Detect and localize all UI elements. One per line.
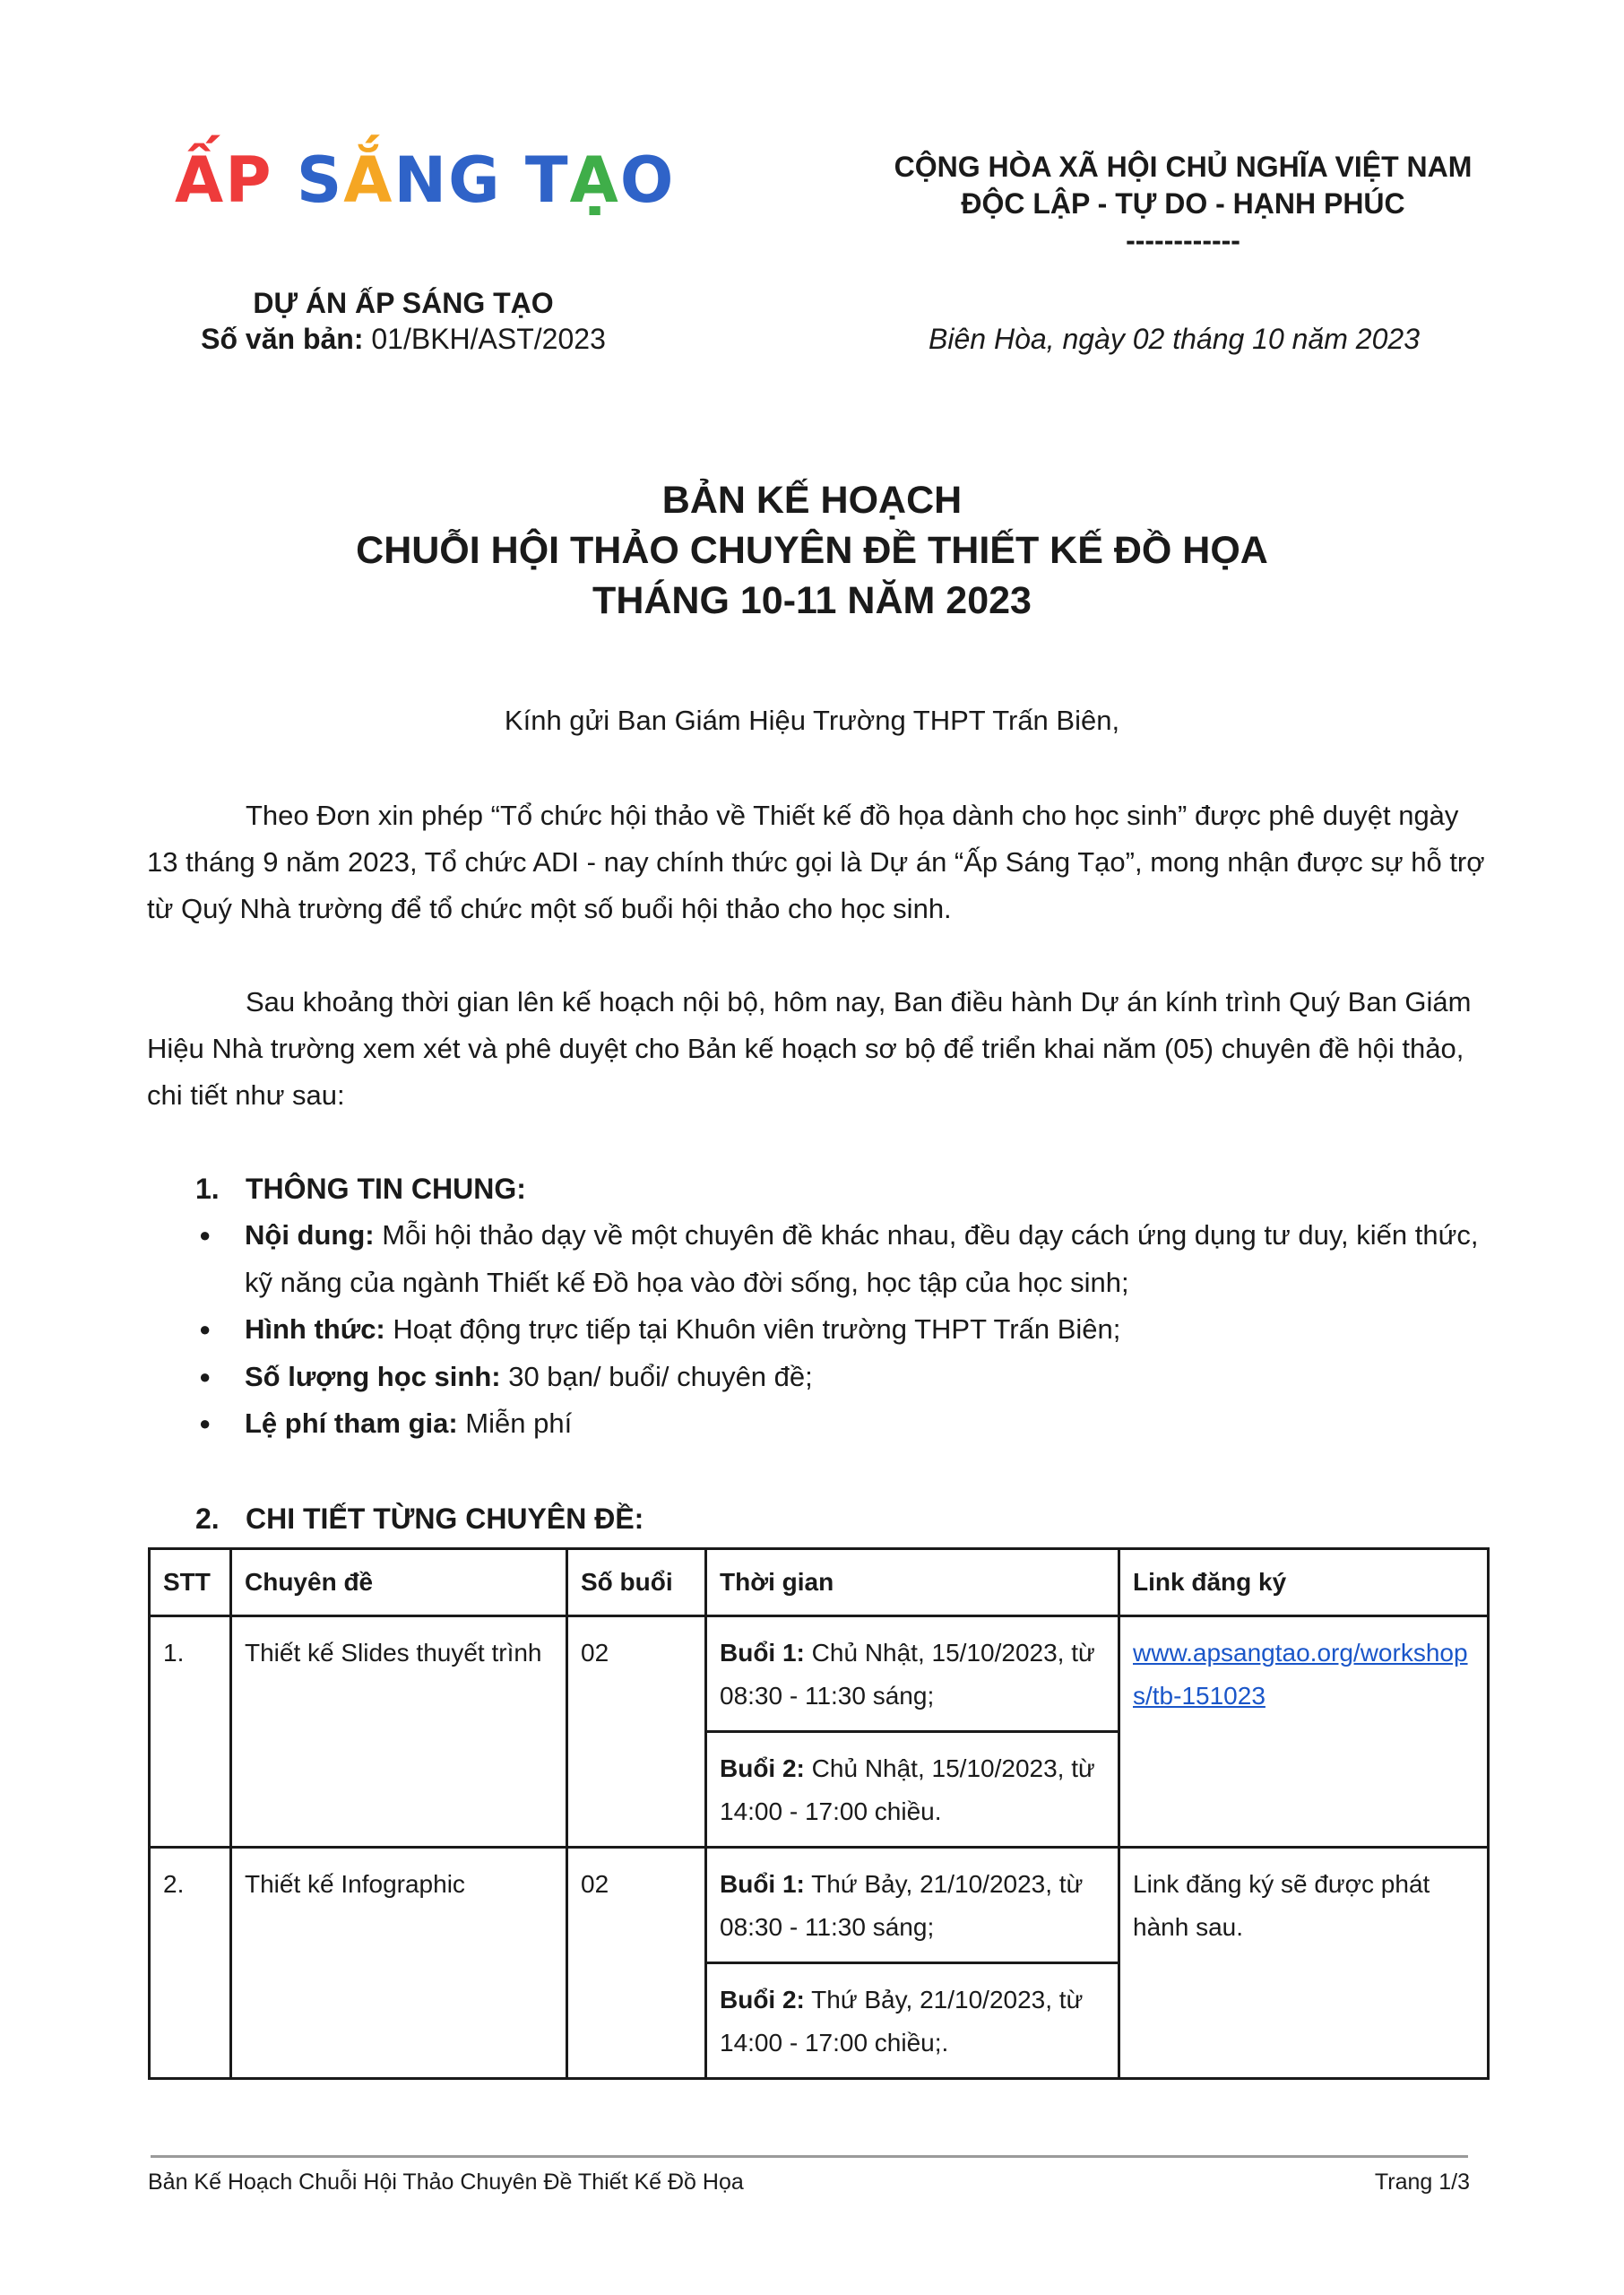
national-motto-line2: ĐỘC LẬP - TỰ DO - HẠNH PHÚC	[961, 187, 1405, 220]
paragraph-2	[147, 979, 1491, 1119]
logo-letter: N	[393, 143, 449, 217]
logo-letter: S	[296, 143, 344, 217]
footer-divider	[151, 2155, 1468, 2158]
list-item-text: Mỗi hội thảo dạy về một chuyên đề khác nhau, đều dạy cách ứng dụng tư duy, kiến thức, kỹ năng của ngành Thiết kế Đồ họa vào đời sống, học tập của học sinh;	[245, 1219, 1479, 1298]
organization-block	[152, 285, 654, 357]
list-item	[195, 1212, 1486, 1306]
logo-letter: Ắ	[343, 143, 394, 217]
list-item	[195, 1306, 1486, 1354]
list-item	[195, 1354, 1486, 1401]
dateline: Biên Hòa, ngày 02 tháng 10 năm 2023	[929, 323, 1420, 355]
paragraph-1	[147, 792, 1491, 932]
cell-session-1	[706, 1848, 1119, 1963]
logo-letter: O	[619, 143, 676, 217]
salutation: Kính gửi Ban Giám Hiệu Trường THPT Trấn Biên,	[504, 705, 1120, 736]
workshop-table	[148, 1547, 1490, 2080]
bullet-icon: ●	[199, 1224, 212, 1246]
general-info-list	[195, 1212, 1486, 1448]
logo-letter: G	[448, 143, 502, 217]
registration-link[interactable]: www.apsangtao.org/workshops/tb-151023	[1133, 1639, 1468, 1710]
session-text: Chủ Nhật, 15/10/2023, từ 08:30 - 11:30 sáng;	[720, 1639, 1095, 1710]
footer-document-title: Bản Kế Hoạch Chuỗi Hội Thảo Chuyên Đề Thiết Kế Đồ Họa	[148, 2169, 744, 2195]
header-topic: Chuyên đề	[231, 1549, 567, 1616]
title-line-1: BẢN KẾ HOẠCH	[661, 479, 963, 522]
cell-stt: 1.	[150, 1616, 231, 1848]
header-sessions: Số buổi	[567, 1549, 706, 1616]
cell-link	[1119, 1616, 1489, 1848]
section-1-title: THÔNG TIN CHUNG:	[246, 1173, 526, 1205]
table-row	[150, 1848, 1489, 1963]
paragraph-1-text: Theo Đơn xin phép “Tổ chức hội thảo về Thiết kế đồ họa dành cho học sinh” được phê duyệt ngày 13 tháng 9 năm 2023, Tổ chức ADI - nay chính thức gọi là Dự án “Ấp Sáng Tạo”, mong nhận được sự hỗ trợ từ Quý Nhà trường để tổ chức một số buổi hội thảo cho học sinh.	[147, 800, 1485, 924]
national-header	[842, 149, 1524, 259]
session-label: Buổi 2:	[720, 1754, 805, 1782]
cell-topic: Thiết kế Slides thuyết trình	[231, 1616, 567, 1848]
session-label: Buổi 1:	[720, 1870, 805, 1898]
section-2-heading	[195, 1495, 644, 1542]
cell-stt: 2.	[150, 1848, 231, 2079]
document-number	[152, 321, 654, 357]
list-item-label: Nội dung:	[245, 1219, 375, 1251]
list-item-text: 30 bạn/ buổi/ chuyên đề;	[500, 1360, 813, 1392]
section-1-heading	[195, 1165, 526, 1212]
header-stt: STT	[150, 1549, 231, 1616]
logo	[175, 143, 676, 217]
cell-sessions: 02	[567, 1848, 706, 2079]
logo-letter: P	[225, 143, 273, 217]
section-1-number: 1.	[195, 1173, 220, 1205]
list-item	[195, 1400, 1486, 1448]
title-line-2: CHUỖI HỘI THẢO CHUYÊN ĐỀ THIẾT KẾ ĐỒ HỌA	[356, 529, 1268, 572]
footer-page-number: Trang 1/3	[1374, 2169, 1470, 2195]
section-2-number: 2.	[195, 1503, 220, 1535]
cell-session-1	[706, 1616, 1119, 1732]
table-row	[150, 1616, 1489, 1732]
paragraph-2-text: Sau khoảng thời gian lên kế hoạch nội bộ, hôm nay, Ban điều hành Dự án kính trình Quý Ban Giám Hiệu Nhà trường xem xét và phê duyệt cho Bản kế hoạch sơ bộ để triển khai năm (05) chuyên đề hội thảo, chi tiết như sau:	[147, 986, 1472, 1111]
logo-letter: T	[524, 143, 570, 217]
section-2-title: CHI TIẾT TỪNG CHUYÊN ĐỀ:	[246, 1503, 644, 1535]
document-title	[90, 475, 1534, 626]
logo-letter: Ấ	[175, 143, 226, 217]
list-item-label: Hình thức:	[245, 1313, 385, 1345]
list-item-label: Lệ phí tham gia:	[245, 1407, 458, 1439]
bullet-icon: ●	[199, 1318, 212, 1340]
header-time: Thời gian	[706, 1549, 1119, 1616]
list-item-text: Hoạt động trực tiếp tại Khuôn viên trường THPT Trấn Biên;	[384, 1313, 1121, 1345]
cell-session-2	[706, 1732, 1119, 1848]
bullet-icon: ●	[199, 1364, 212, 1388]
session-text: Thứ Bảy, 21/10/2023, từ 14:00 - 17:00 chiều;.	[720, 1986, 1084, 2057]
cell-link-note: Link đăng ký sẽ được phát hành sau.	[1119, 1848, 1489, 2079]
document-number-label: Số văn bản:	[201, 323, 364, 355]
list-item-text: Miễn phí	[457, 1407, 573, 1439]
logo-letter	[273, 149, 297, 212]
title-line-3: THÁNG 10-11 NĂM 2023	[592, 579, 1032, 622]
session-label: Buổi 1:	[720, 1639, 805, 1667]
table-header-row	[150, 1549, 1489, 1616]
national-motto-divider: ------------	[1126, 224, 1240, 256]
session-label: Buổi 2:	[720, 1986, 805, 2014]
bullet-icon: ●	[199, 1412, 212, 1434]
document-number-value: 01/BKH/AST/2023	[363, 323, 606, 355]
list-item-label: Số lượng học sinh:	[245, 1360, 501, 1392]
cell-sessions: 02	[567, 1616, 706, 1848]
session-text: Chủ Nhật, 15/10/2023, từ 14:00 - 17:00 chiều.	[720, 1754, 1095, 1825]
header-link: Link đăng ký	[1119, 1549, 1489, 1616]
cell-session-2	[706, 1963, 1119, 2079]
cell-topic: Thiết kế Infographic	[231, 1848, 567, 2079]
national-motto-line1: CỘNG HÒA XÃ HỘI CHỦ NGHĨA VIỆT NAM	[894, 151, 1473, 183]
organization-name: DỰ ÁN ẤP SÁNG TẠO	[253, 287, 554, 319]
session-text: Thứ Bảy, 21/10/2023, từ 08:30 - 11:30 sáng;	[720, 1870, 1084, 1941]
logo-letter: Ạ	[569, 143, 620, 217]
logo-letter	[502, 149, 525, 212]
